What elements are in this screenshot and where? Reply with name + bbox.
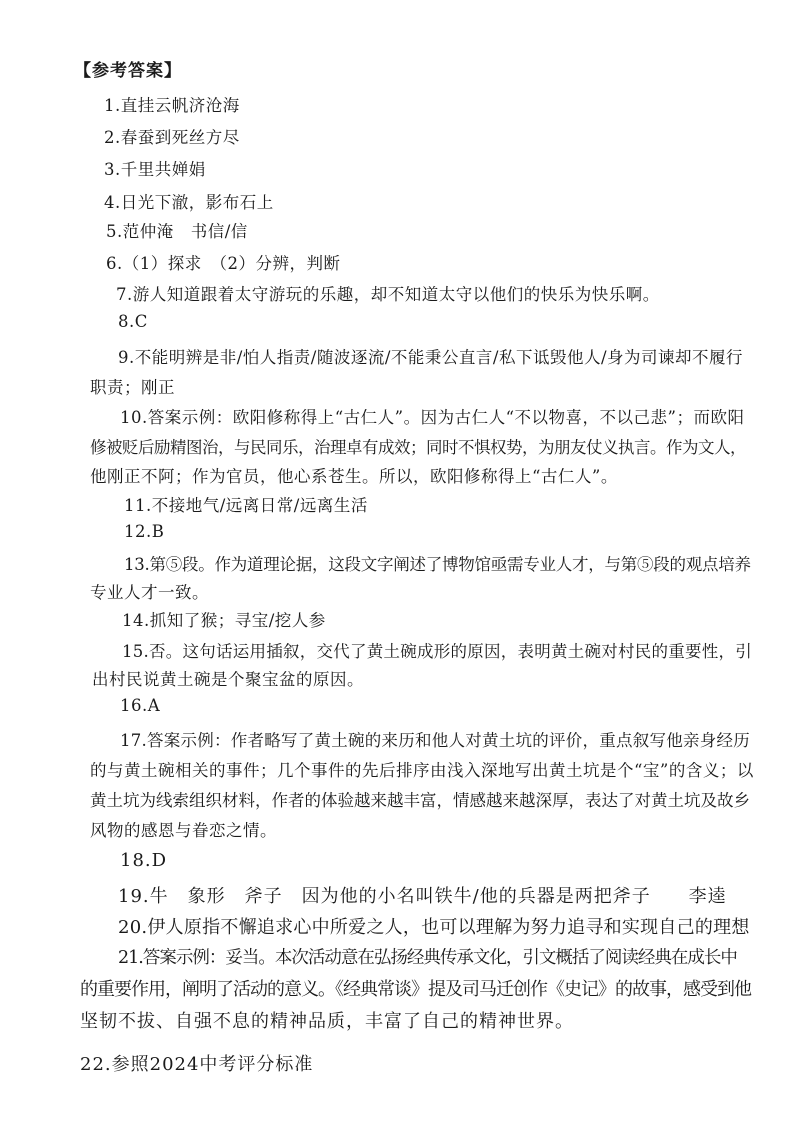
answer-1: 1.直挂云帆济沧海: [104, 96, 240, 115]
answer-4: 4.日光下澈，影布石上: [104, 193, 274, 212]
answer-22: 22.参照2024中考评分标准: [80, 1054, 314, 1075]
answer-13-line-2: 专业人才一致。: [90, 583, 209, 602]
page-heading: 【参考答案】: [74, 61, 182, 81]
answer-17-line-4: 风物的感恩与眷恋之情。: [90, 821, 277, 840]
answer-11: 11.不接地气/远离日常/远离生活: [124, 496, 368, 515]
answer-15-line-2: 出村民说黄土碗是个聚宝盆的原因。: [92, 670, 364, 689]
answer-12: 12.B: [124, 522, 165, 541]
answer-10-line-1: 10.答案示例：欧阳修称得上“古仁人”。因为古仁人“不以物喜，不以己悲”；而欧阳: [120, 408, 745, 427]
answer-13-line-1: 13.第⑤段。作为道理论据，这段文字阐述了博物馆亟需专业人才，与第⑤段的观点培养: [124, 555, 751, 574]
answer-20: 20.伊人原指不懈追求心中所爱之人，也可以理解为努力追寻和实现自己的理想: [118, 917, 750, 938]
answer-21-line-2: 的重要作用，阐明了活动的意义。《经典常谈》提及司马迁创作《史记》的故事，感受到他: [80, 979, 751, 1000]
answer-10-line-3: 他刚正不阿；作为官员，他心系苍生。所以，欧阳修称得上“古仁人”。: [90, 467, 618, 486]
answer-9-line-2: 职责；刚正: [90, 378, 175, 397]
answer-3: 3.千里共婵娟: [104, 160, 206, 179]
answer-17-line-2: 的与黄土碗相关的事件；几个事件的先后排序由浅入深地写出黄土坑是个“宝”的含义；以: [90, 761, 754, 780]
answer-2: 2.春蚕到死丝方尽: [104, 128, 240, 147]
answer-7: 7.游人知道跟着太守游玩的乐趣，却不知道太守以他们的快乐为快乐啊。: [116, 285, 660, 304]
answer-10-line-2: 修被贬后励精图治，与民同乐，治理卓有成效；同时不惧权势，为朋友仗义执言。作为文人，: [90, 438, 746, 457]
answer-16: 16.A: [120, 696, 161, 715]
answer-8: 8.C: [118, 312, 148, 331]
answer-17-line-1: 17.答案示例：作者略写了黄土碗的来历和他人对黄土坑的评价，重点叙写他亲身经历: [120, 731, 750, 750]
answer-9-line-1: 9.不能明辨是非/怕人指责/随波逐流/不能秉公直言/私下诋毁他人/身为司谏却不履行: [118, 348, 744, 367]
answer-19: 19.牛 象形 斧子 因为他的小名叫铁牛/他的兵器是两把斧子 李逵: [118, 886, 727, 907]
answer-21-line-3: 坚韧不拔、自强不息的精神品质，丰富了自己的精神世界。: [80, 1011, 574, 1032]
answer-18: 18.D: [120, 850, 168, 871]
answer-14: 14.抓知了猴；寻宝/挖人参: [122, 611, 326, 630]
answer-5: 5.范仲淹 书信/信: [106, 222, 248, 241]
answer-6: 6.（1）探求 （2）分辨，判断: [106, 254, 341, 273]
answer-17-line-3: 黄土坑为线索组织材料，作者的体验越来越丰富，情感越来越深厚，表达了对黄土坑及故乡: [90, 791, 750, 810]
answer-21-line-1: 21.答案示例：妥当。本次活动意在弘扬经典传承文化，引文概括了阅读经典在成长中: [118, 948, 737, 968]
answer-15-line-1: 15.否。这句话运用插叙，交代了黄土碗成形的原因，表明黄土碗对村民的重要性，引: [122, 642, 752, 661]
